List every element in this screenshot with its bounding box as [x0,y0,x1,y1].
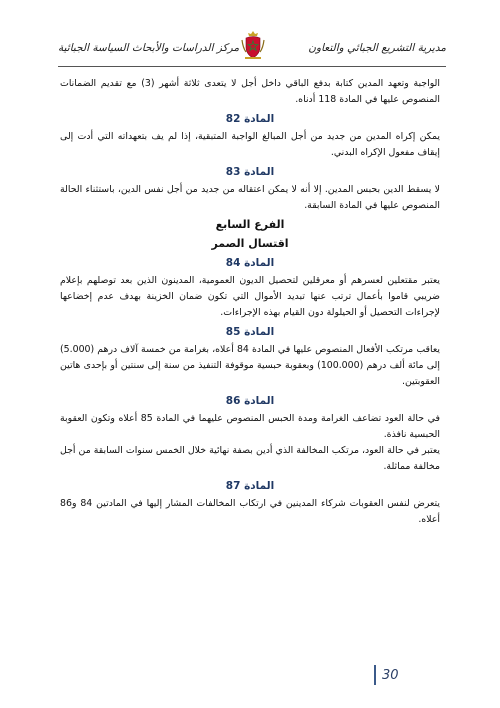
page-footer [374,664,399,686]
article-87-text: يتعرض لنفس العقوبات شركاء المدينين في ارتكاب المخالفات المشار إليها في المادتين 84 و86 أعلاه. [60,498,440,525]
page-header [58,30,446,82]
section-title: اقتسال الصمر [211,237,289,250]
article-86-text-1: في حالة العود تضاعف الغرامة ومدة الحبس المنصوص عليهما في المادة 85 أعلاه وتكون العقوبة الحبسية نافذة. [60,413,440,440]
section-label: الفرع السابع [215,218,285,231]
header-center-text: مركز الدراسات والأبحاث السياسة الجبائية [58,42,240,54]
article-85-text: يعاقب مرتكب الأفعال المنصوص عليها في المادة 84 أعلاه، بغرامة من خمسة آلاف درهم (5.000) إلى مائة ألف درهم (100.000) وبعقوبة حبسية موقوفة التنفيذ من سنة إلى سنتين أو بإحدى هاتين العقوبتين. [60,344,440,387]
article-heading-82: المادة 82 [225,113,275,125]
article-heading-86: المادة 86 [225,395,275,407]
footer-bar [374,665,376,685]
header-directorate-text: مديرية التشريع الجبائي والتعاون [308,42,446,54]
article-heading-83: المادة 83 [225,166,275,178]
article-86-text-2: يعتبر في حالة العود، مرتكب المخالفة الذي أدين بصفة نهائية خلال الخمس سنوات السابقة من أجل مخالفة مماثلة. [60,445,440,472]
article-heading-84: المادة 84 [225,257,275,269]
article-82-text: يمكن إكراه المدين من جديد من أجل المبالغ الواجبة المتبقية، إذا لم يف بتعهداته التي أدت إلى إيقاف مفعول الإكراه البدني. [60,131,440,158]
article-heading-87: المادة 87 [225,480,275,492]
article-83-text: لا يسقط الدين بحبس المدين. إلا أنه لا يمكن اعتقاله من جديد من أجل نفس الدين، باستثناء الحالة المنصوص عليها في المادة السابقة. [60,184,440,211]
header-divider [58,66,446,67]
coat-of-arms-icon [240,30,266,60]
paragraph-continuation: الواجبة وتعهد المدين كتابة بدفع الباقي داخل أجل لا يتعدى ثلاثة أشهر (3) مع تقديم الضمانات المنصوص عليها في المادة 118 أدناه. [60,78,440,105]
article-84-text: يعتبر مقتعلين لعسرهم أو معرقلين لتحصيل الديون العمومية، المدينون الذين بعد توصلهم بإعلام ضريبي قاموا بأعمال ترتب عنها تبديد الأموال التي تكون ضمان الخزينة بهدف عدم إخضاعها لإجراءات التحصيل أو الحيلولة دون القيام بهذه الإجراءات. [60,275,440,318]
document-body [60,76,440,528]
article-heading-85: المادة 85 [225,326,275,338]
page-number: 30 [382,667,399,683]
